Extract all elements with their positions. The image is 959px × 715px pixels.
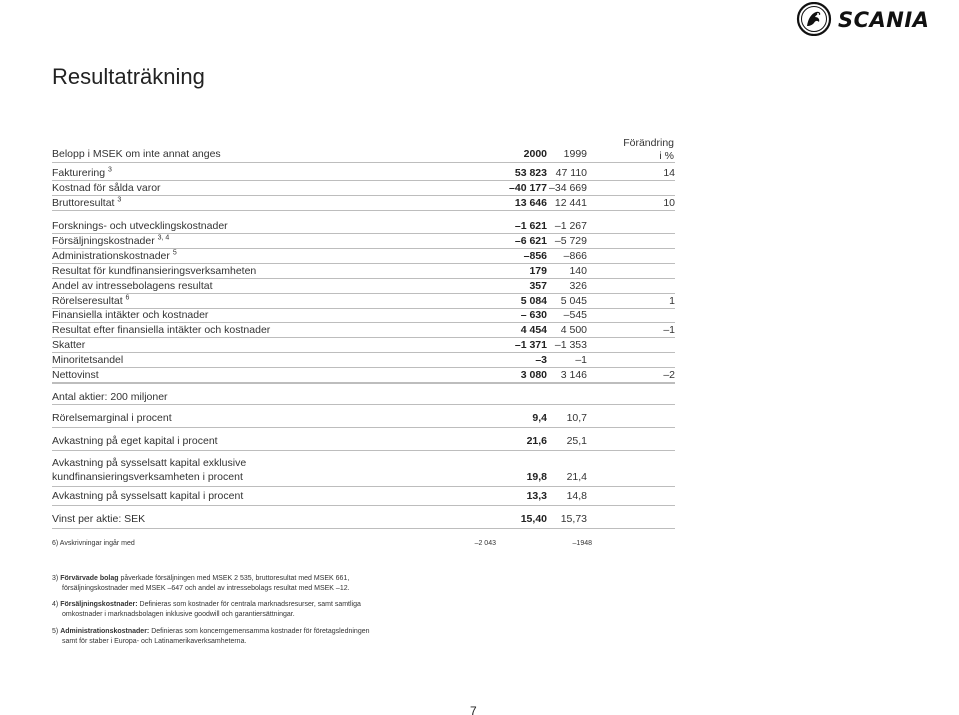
row-label: Andel av intressebolagens resultat — [52, 280, 213, 292]
row-label: Försäljningskostnader $^{3, 4}$ — [52, 234, 170, 247]
row-label: Rörelseresultat $^6$ — [52, 294, 130, 307]
row-rule — [52, 195, 675, 196]
value-1999: 12 441 — [554, 197, 587, 209]
ratio-label: Avkastning på eget kapital i procent — [52, 435, 218, 447]
value-1999: 5 045 — [560, 295, 587, 307]
value-1999: 326 — [569, 280, 587, 292]
value-change: –2 — [663, 369, 675, 381]
value-change: 10 — [663, 197, 675, 209]
ratio-row — [52, 512, 675, 526]
footnote-term: Försäljningskostnader: — [60, 601, 138, 608]
row-label: Bruttoresultat $^3$ — [52, 196, 122, 209]
value-1999: –34 669 — [549, 182, 587, 194]
ratio-row — [52, 456, 675, 486]
row-rule — [52, 308, 675, 309]
header-1999: 1999 — [563, 148, 587, 160]
row-label: Resultat för kundfinansieringsverksamheten — [52, 265, 257, 277]
ratio-value-2000: 19,8 — [526, 471, 547, 483]
ratio-value-1999: 10,7 — [566, 412, 587, 424]
ratio-value-2000: 21,6 — [526, 435, 547, 447]
value-2000: 53 823 — [514, 167, 547, 179]
ratio-rule — [52, 505, 675, 506]
row-rule — [52, 263, 675, 264]
ratio-label: Vinst per aktie: SEK — [52, 513, 146, 525]
row-label: Skatter — [52, 339, 86, 351]
value-2000: – 630 — [520, 309, 547, 321]
row-rule — [52, 404, 675, 405]
ratio-value-1999: 14,8 — [566, 490, 587, 502]
value-change: –1 — [663, 324, 675, 336]
footnote-term: Administrationskostnader: — [60, 628, 150, 635]
footnote — [52, 600, 361, 620]
table-row — [52, 166, 675, 180]
row-label: Administrationskostnader $^5$ — [52, 249, 177, 262]
value-1999: –866 — [563, 250, 587, 262]
ratio-label: Avkastning på sysselsatt kapital i procent — [52, 490, 244, 502]
logo-wordmark: SCANIA — [838, 8, 930, 32]
scania-logo — [796, 2, 936, 36]
row-rule — [52, 367, 675, 368]
row-label: Kostnad för sålda varor — [52, 182, 161, 194]
ratio-row — [52, 411, 675, 425]
row-rule — [52, 293, 675, 294]
value-2000: –1 371 — [514, 339, 547, 351]
footnote-ref: 6 — [125, 294, 130, 302]
ratio-row — [52, 489, 675, 503]
table-row — [52, 196, 675, 210]
header-2000: 2000 — [523, 148, 547, 160]
table-row — [52, 234, 675, 248]
ratio-value-1999: 21,4 — [566, 471, 587, 483]
ratio-rule — [52, 528, 675, 529]
row-rule — [52, 233, 675, 234]
table-row — [52, 368, 675, 382]
footnote-text: Definieras som kostnader för centrala marknadsresurser, samt samtliga — [137, 601, 361, 608]
header-label: Belopp i MSEK om inte annat anges — [52, 148, 221, 160]
ratio-value-2000: 13,3 — [526, 490, 547, 502]
value-2000: –856 — [523, 250, 547, 262]
value-1999: –1 353 — [554, 339, 587, 351]
value-2000: 4 454 — [520, 324, 547, 336]
ratio-value-1999: 25,1 — [566, 435, 587, 447]
scania-griffin-icon — [796, 2, 832, 36]
value-1999: –545 — [563, 309, 587, 321]
footnote-ref: 5 — [172, 249, 177, 257]
footnote-text-line2: försäljningskostnader med MSEK –647 och andel av intressebolags resultat med MSEK –12. — [62, 585, 350, 592]
footnote-ref: 3 — [117, 196, 122, 204]
header-rule — [52, 162, 675, 163]
table-row — [52, 279, 675, 293]
table-row — [52, 294, 675, 308]
table-row — [52, 338, 675, 352]
ratio-label: Rörelsemarginal i procent — [52, 412, 172, 424]
ratio-rule — [52, 450, 675, 451]
value-1999: –5 729 — [554, 235, 587, 247]
table-row — [52, 181, 675, 195]
value-1999: 47 110 — [555, 167, 587, 179]
value-1999: 140 — [569, 265, 587, 277]
value-2000: 3 080 — [520, 369, 547, 381]
row-label: Fakturering $^3$ — [52, 166, 112, 179]
table-row — [52, 249, 675, 263]
value-2000: –40 177 — [509, 182, 547, 194]
row-rule — [52, 278, 675, 279]
row-label: Resultat efter finansiella intäkter och kostnader — [52, 324, 271, 336]
table-row — [52, 308, 675, 322]
footnote-ref: 3 — [108, 166, 112, 174]
ratio-value-2000: 9,4 — [532, 412, 547, 424]
value-1999: –1 — [575, 354, 587, 366]
shares-note: Antal aktier: 200 miljoner — [52, 391, 168, 403]
value-change: 14 — [663, 167, 675, 179]
value-2000: 357 — [529, 280, 547, 292]
row-label: Finansiella intäkter och kostnader — [52, 309, 209, 321]
value-2000: –6 621 — [514, 235, 547, 247]
table-row — [52, 264, 675, 278]
table-row — [52, 353, 675, 367]
ratio-label: Avkastning på sysselsatt kapital exklusive — [52, 457, 247, 469]
ratio-value-1999: 15,73 — [560, 513, 587, 525]
ratio-label-line2: kundfinansieringsverksamheten i procent — [52, 471, 243, 483]
table-row — [52, 323, 675, 337]
page-title: Resultaträkning — [52, 64, 205, 89]
value-1999: –1 267 — [554, 220, 587, 232]
row-label: Forsknings- och utvecklingskostnader — [52, 220, 228, 232]
row-rule — [52, 322, 675, 323]
page-number: 7 — [470, 704, 477, 715]
depreciation-row: 6) Avskrivningar ingår med –2 043 –1948 — [52, 540, 592, 547]
footnote — [52, 627, 370, 647]
ratio-rule — [52, 427, 675, 428]
row-label: Minoritetsandel — [52, 354, 124, 366]
value-1999: 4 500 — [560, 324, 587, 336]
footnote-text: påverkade försäljningen med MSEK 2 535, bruttoresultat med MSEK 661, — [118, 575, 350, 582]
ratio-row — [52, 434, 675, 448]
change-column-header: Förändring i % — [623, 137, 674, 162]
value-2000: 13 646 — [514, 197, 547, 209]
footnote-text-line2: samt för staber i Europa- och Latinamerikaverksamheterna. — [62, 638, 247, 645]
footnote-term: Förvärvade bolag — [60, 575, 119, 582]
footnote-number: 5) — [52, 628, 59, 635]
table-header-row — [52, 147, 675, 161]
footnote — [52, 574, 350, 594]
row-rule — [52, 352, 675, 353]
table-row — [52, 219, 675, 233]
footnote-ref: 3, 4 — [157, 234, 170, 242]
row-rule — [52, 337, 675, 338]
row-rule — [52, 210, 675, 211]
value-2000: –3 — [535, 354, 547, 366]
value-change: 1 — [669, 295, 675, 307]
value-2000: –1 621 — [514, 220, 547, 232]
row-label: Nettovinst — [52, 369, 99, 381]
footnote-text: Definieras som koncerngemensamma kostnader för företagsledningen — [149, 628, 370, 635]
row-rule — [52, 383, 675, 384]
footnote-text-line2: omkostnader i marknadsbolagen inklusive goodwill och garantiersättningar. — [62, 611, 295, 618]
row-rule — [52, 248, 675, 249]
value-1999: 3 146 — [560, 369, 587, 381]
value-2000: 5 084 — [520, 295, 547, 307]
footnote-number: 3) — [52, 575, 59, 582]
ratio-rule — [52, 486, 675, 487]
value-2000: 179 — [529, 265, 547, 277]
footnote-number: 4) — [52, 601, 59, 608]
ratio-value-2000: 15,40 — [520, 513, 547, 525]
row-rule — [52, 180, 675, 181]
